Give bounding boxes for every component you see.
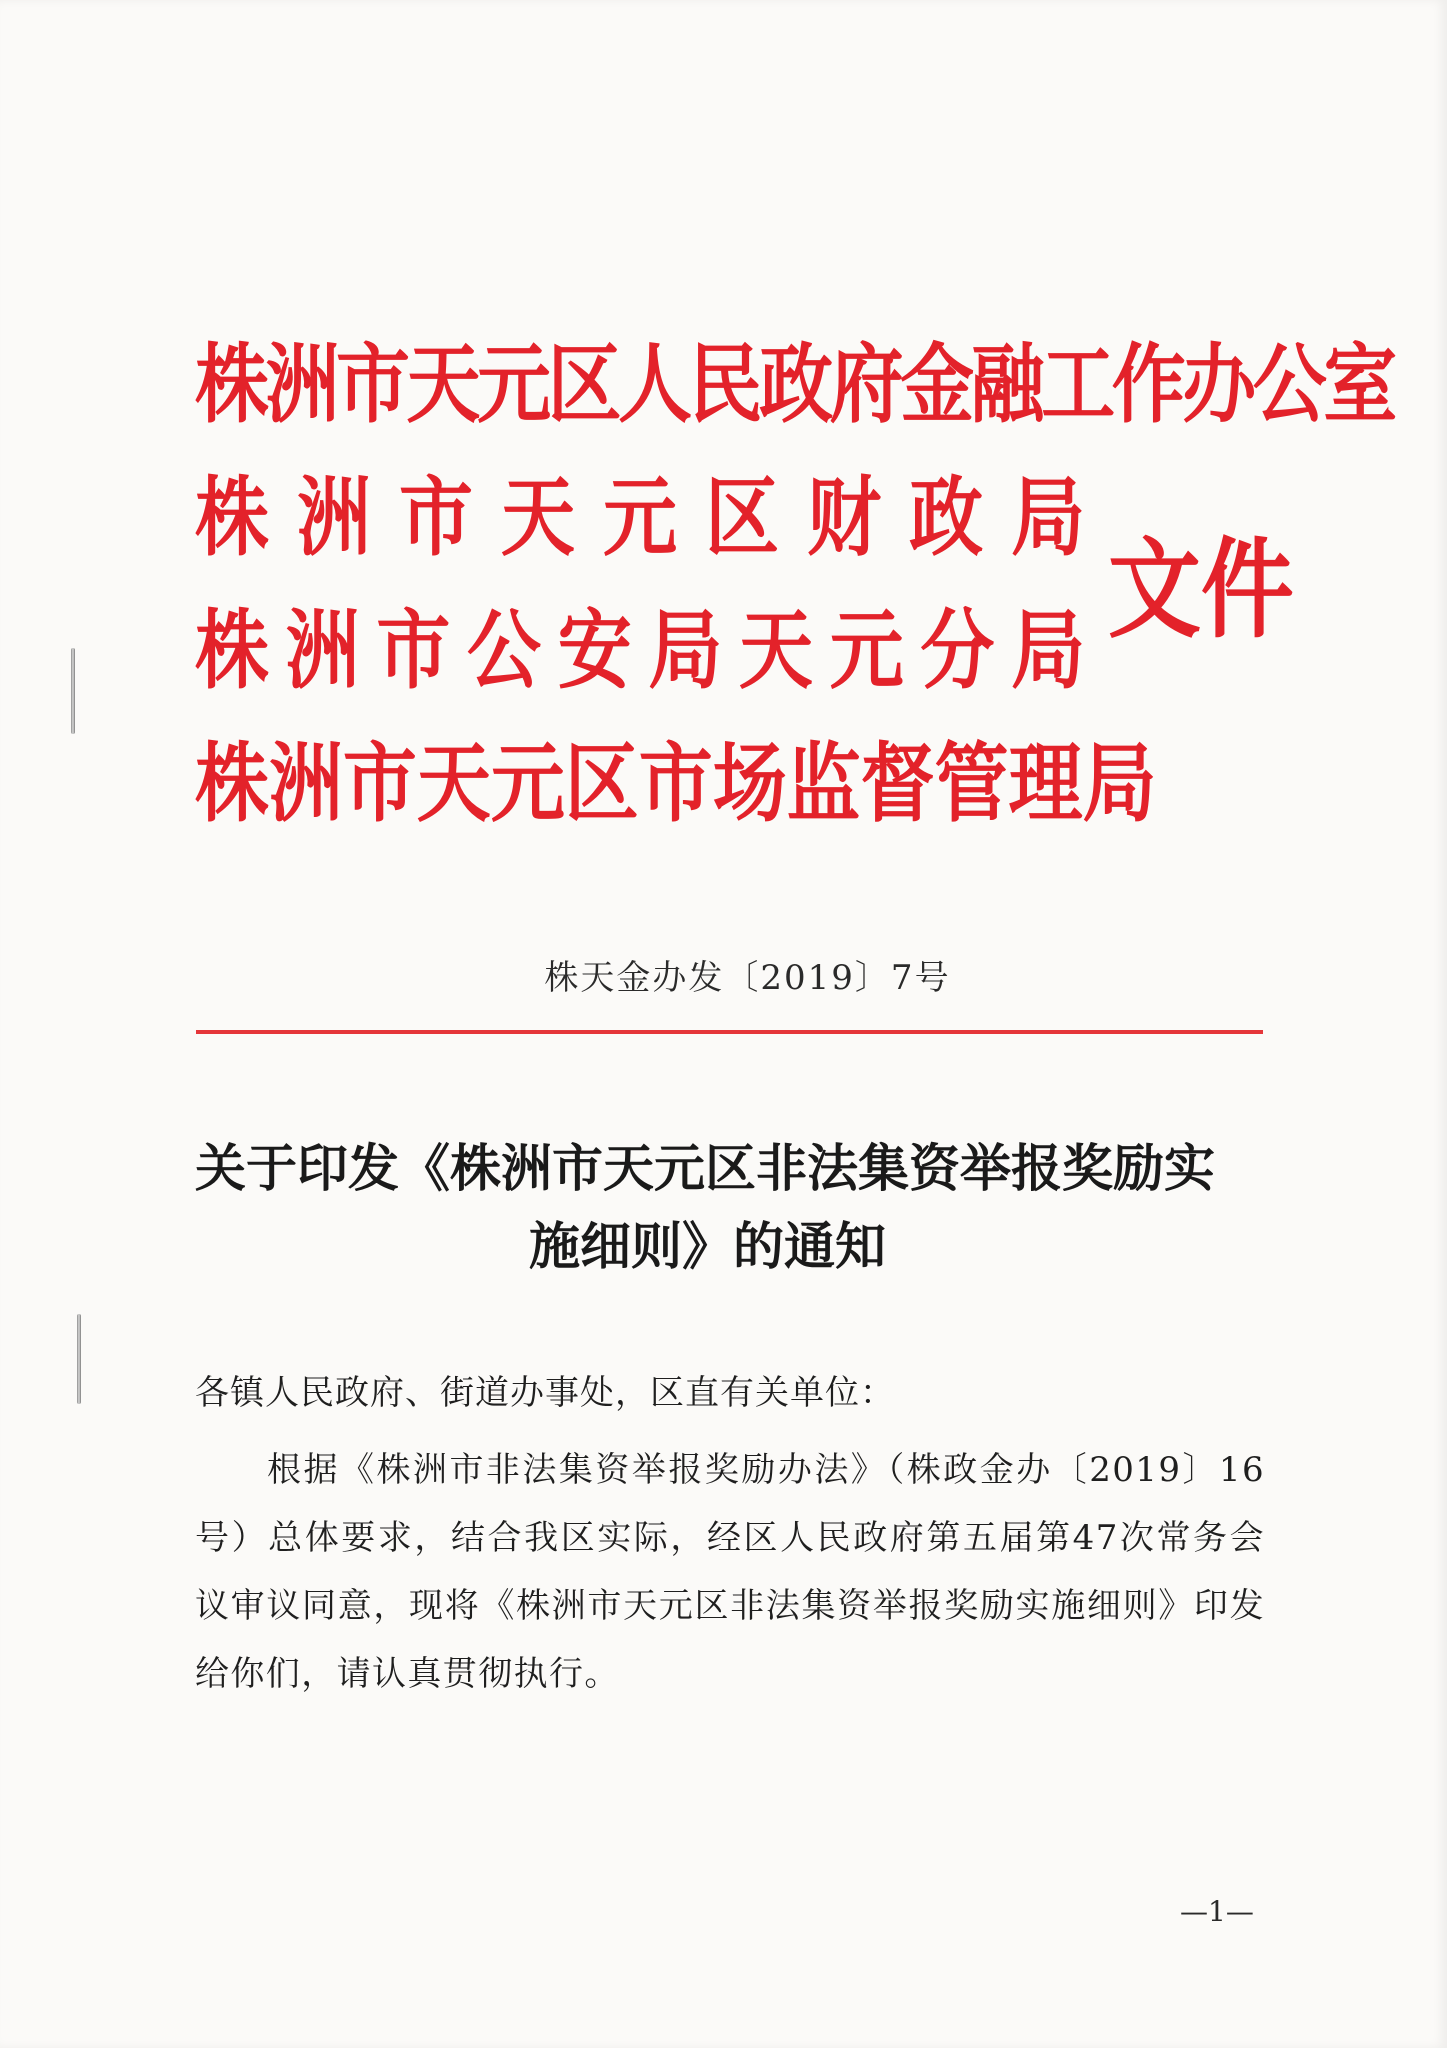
document-number: 株天金办发〔2019〕7号	[544, 958, 951, 998]
issuer-character: 株	[195, 600, 269, 701]
issuer-character: 场	[712, 733, 787, 834]
issuer-character: 洲	[297, 467, 371, 568]
issuer-character: 局	[1082, 733, 1157, 834]
issuer-character: 局	[648, 600, 723, 701]
issuer-character: 财	[807, 467, 882, 568]
issuer-character: 元	[829, 600, 904, 701]
page-number: —1—	[1180, 1895, 1254, 1928]
salutation: 各镇人民政府、街道办事处，区直有关单位：	[195, 1373, 895, 1413]
issuer-character: 安	[557, 600, 632, 701]
issuer-character: 监	[786, 733, 861, 834]
issuer-character: 分	[920, 600, 995, 701]
issuer-character: 天	[501, 467, 576, 568]
issuer-character: 洲	[268, 733, 343, 834]
issuer-character: 区	[564, 733, 639, 834]
issuer-character: 公	[467, 600, 541, 701]
issuer-character: 天	[416, 733, 491, 834]
issuer-character: 局	[1011, 467, 1086, 568]
issuer-character: 管	[934, 733, 1009, 834]
staple-bottom	[77, 1314, 81, 1404]
issuer-character: 市	[638, 733, 713, 834]
issuer-character: 市	[342, 733, 417, 834]
issuer-character: 元	[603, 467, 678, 568]
issuer-public-security	[195, 584, 1085, 717]
document-suffix: 文件	[1108, 527, 1294, 653]
issuer-character: 市	[376, 600, 451, 701]
issuer-character: 洲	[285, 600, 360, 701]
issuer-finance-bureau	[195, 451, 1085, 584]
issuer-character: 政	[909, 467, 984, 568]
issuer-character: 市	[399, 467, 473, 568]
issuer-character: 区	[705, 467, 780, 568]
staple-top	[71, 648, 75, 734]
document-title	[195, 1130, 1270, 1286]
issuer-finance-office: 株洲市天元区人民政府金融工作办公室	[195, 334, 1394, 435]
issuer-character: 元	[490, 733, 565, 834]
issuer-character: 株	[195, 467, 269, 568]
issuer-character: 理	[1008, 733, 1083, 834]
issuer-character: 督	[860, 733, 935, 834]
issuer-market-supervision	[195, 717, 1157, 850]
red-divider	[196, 1030, 1263, 1034]
body-paragraph: 根据《株洲市非法集资举报奖励办法》（株政金办〔2019〕16号）总体要求，结合我区实际，经区人民政府第五届第47次常务会议审议同意，现将《株洲市天元区非法集资举报奖励实施细则》印发给你们，请认真贯彻执行。	[195, 1450, 1265, 1694]
title-line-1: 关于印发《株洲市天元区非法集资举报奖励实	[195, 1139, 1216, 1199]
issuer-character: 局	[1011, 600, 1086, 701]
issuer-character: 株	[195, 733, 269, 834]
issuer-character: 天	[739, 600, 814, 701]
title-line-2: 施细则》的通知	[528, 1217, 886, 1277]
